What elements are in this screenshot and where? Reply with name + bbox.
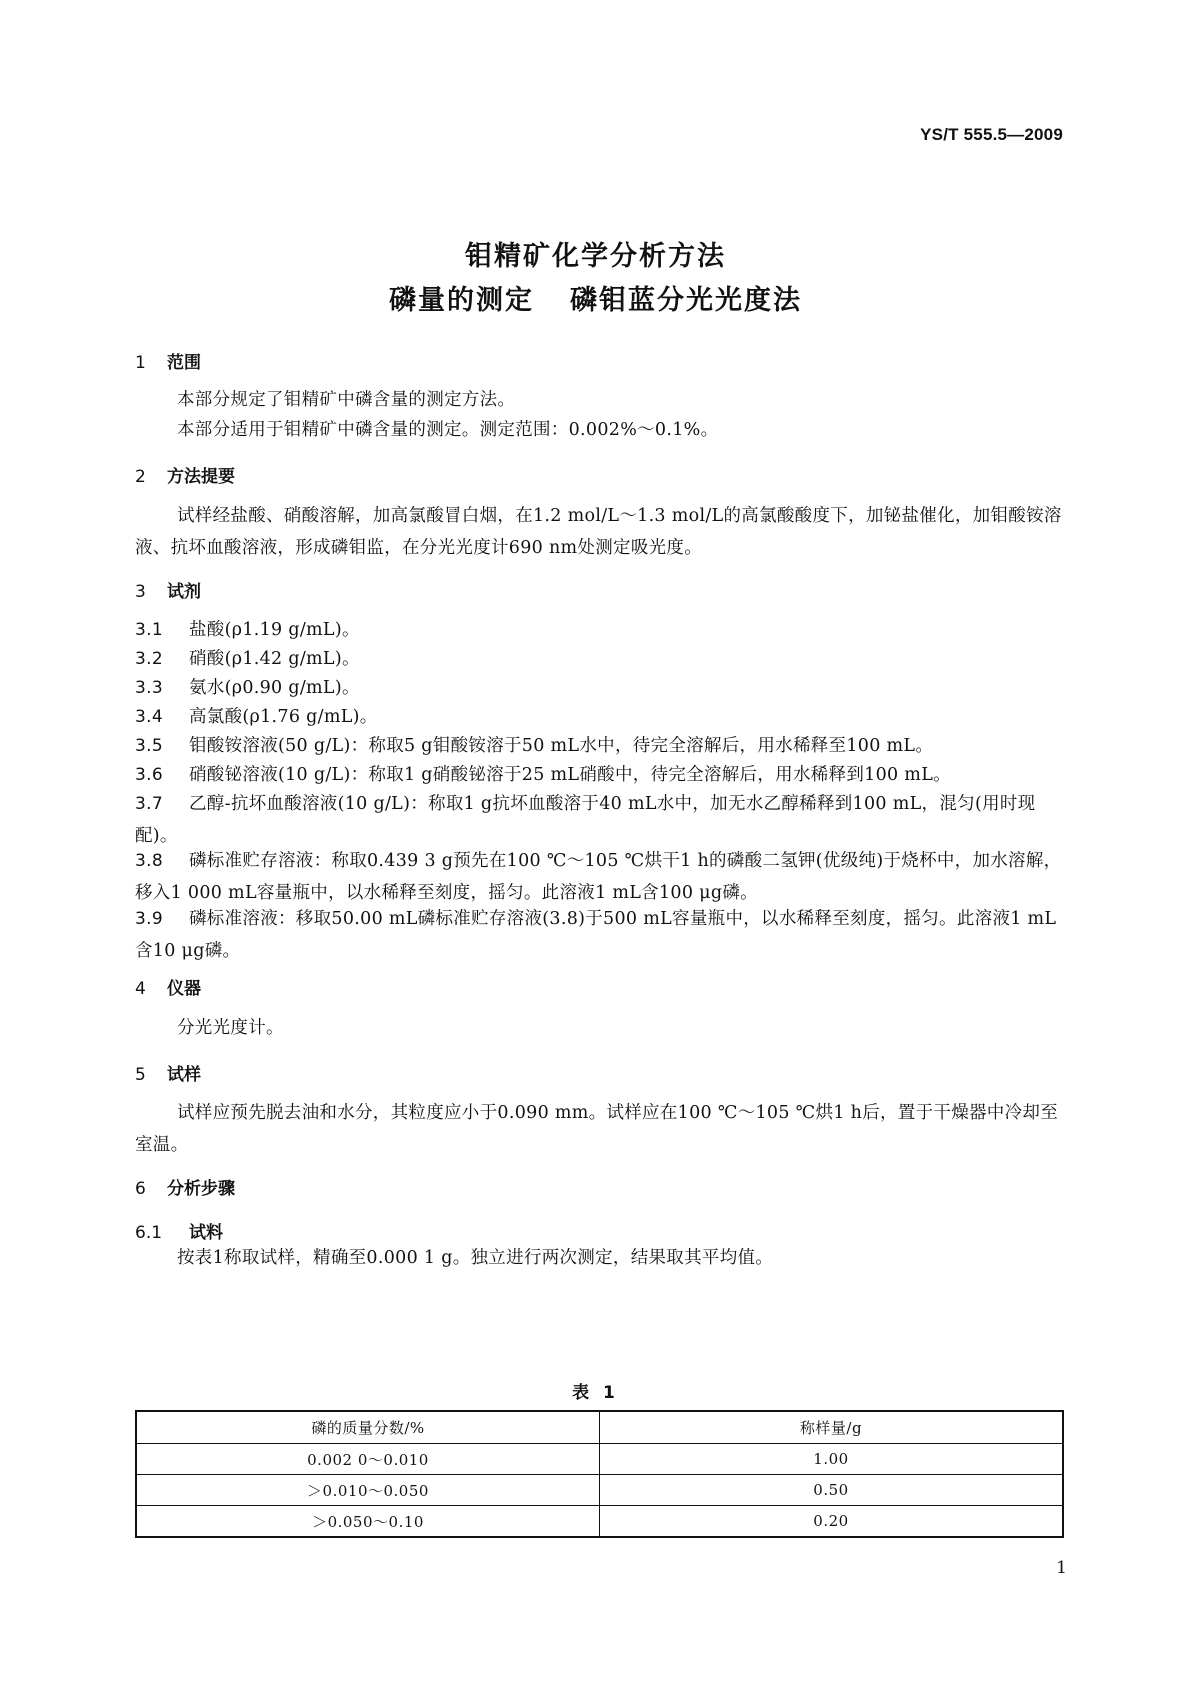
section-1-para-2: 本部分适用于钼精矿中磷含量的测定。测定范围：0.002%～0.1%。 <box>177 420 719 440</box>
table-caption: 表 1 <box>572 1383 619 1403</box>
reagent-item: 3.9 磷标准溶液：移取50.00 mL磷标准贮存溶液(3.8)于500 mL容量瓶中，以水稀释至刻度，摇匀。此溶液1 mL含10 μg磷。 <box>135 909 1057 961</box>
section-2-para-1: 试样经盐酸、硝酸溶解，加高氯酸冒白烟，在1.2 mol/L～1.3 mol/L的高氯酸酸度下，加铋盐催化，加钼酸铵溶液、抗坏血酸溶液，形成磷钼监，在分光光度计690 nm处测定吸光度。 <box>135 506 1062 558</box>
table-header-cell: 磷的质量分数/% <box>136 1411 600 1444</box>
page-number: 1 <box>1056 1558 1067 1578</box>
reagent-item: 3.2 硝酸(ρ1.42 g/mL)。 <box>135 649 360 669</box>
table-cell: ＞0.050～0.10 <box>136 1506 600 1538</box>
table-cell: 0.20 <box>600 1506 1064 1538</box>
section-2-heading: 2 方法提要 <box>135 467 235 487</box>
section-5-para-1: 试样应预先脱去油和水分，其粒度应小于0.090 mm。试样应在100 ℃～105 ℃烘1 h后，置于干燥器中冷却至室温。 <box>135 1103 1058 1155</box>
table-cell: ＞0.010～0.050 <box>136 1475 600 1506</box>
standard-number: YS/T 555.5—2009 <box>920 125 1063 144</box>
reagent-item: 3.1 盐酸(ρ1.19 g/mL)。 <box>135 620 360 640</box>
reagent-item: 3.8 磷标准贮存溶液：称取0.439 3 g预先在100 ℃～105 ℃烘干1 h的磷酸二氢钾(优级纯)于烧杯中，加水溶解，移入1 000 mL容量瓶中，以水稀释至刻度，摇匀。此溶液1 mL含100 μg磷。 <box>135 851 1062 903</box>
table-row <box>136 1475 1063 1506</box>
section-1-para-1: 本部分规定了钼精矿中磷含量的测定方法。 <box>177 390 516 410</box>
reagent-item: 3.4 高氯酸(ρ1.76 g/mL)。 <box>135 707 378 727</box>
section-1-heading: 1 范围 <box>135 353 201 373</box>
section-4-heading: 4 仪器 <box>135 979 201 999</box>
section-6-1-heading: 6.1 试料 <box>135 1223 223 1243</box>
section-6-heading: 6 分析步骤 <box>135 1179 235 1199</box>
table-cell: 1.00 <box>600 1444 1064 1475</box>
table-cell: 0.002 0～0.010 <box>136 1444 600 1475</box>
table-row <box>136 1444 1063 1475</box>
reagent-item: 3.5 钼酸铵溶液(50 g/L)：称取5 g钼酸铵溶于50 mL水中，待完全溶解后，用水稀释至100 mL。 <box>135 736 934 756</box>
reagent-item: 3.3 氨水(ρ0.90 g/mL)。 <box>135 678 360 698</box>
document-title-line1: 钼精矿化学分析方法 <box>465 241 726 272</box>
section-6-1-para-1: 按表1称取试样，精确至0.000 1 g。独立进行两次测定，结果取其平均值。 <box>177 1248 774 1268</box>
document-title-line2 <box>0 278 1191 317</box>
reagent-item: 3.6 硝酸铋溶液(10 g/L)：称取1 g硝酸铋溶于25 mL硝酸中，待完全溶解后，用水稀释到100 mL。 <box>135 765 951 785</box>
table-cell: 0.50 <box>600 1475 1064 1506</box>
section-4-para-1: 分光光度计。 <box>177 1018 284 1038</box>
table-header-cell: 称样量/g <box>600 1411 1064 1444</box>
section-3-heading: 3 试剂 <box>135 582 201 602</box>
table-row <box>136 1506 1063 1538</box>
reagent-item: 3.7 乙醇-抗坏血酸溶液(10 g/L)：称取1 g抗坏血酸溶于40 mL水中，加无水乙醇稀释到100 mL，混匀(用时现配)。 <box>135 794 1036 846</box>
table-header-row <box>136 1411 1063 1444</box>
section-5-heading: 5 试样 <box>135 1065 201 1085</box>
sample-mass-table <box>135 1410 1064 1538</box>
title-part-b: 磷钼蓝分光光度法 <box>570 285 802 316</box>
title-part-a: 磷量的测定 <box>389 285 534 316</box>
